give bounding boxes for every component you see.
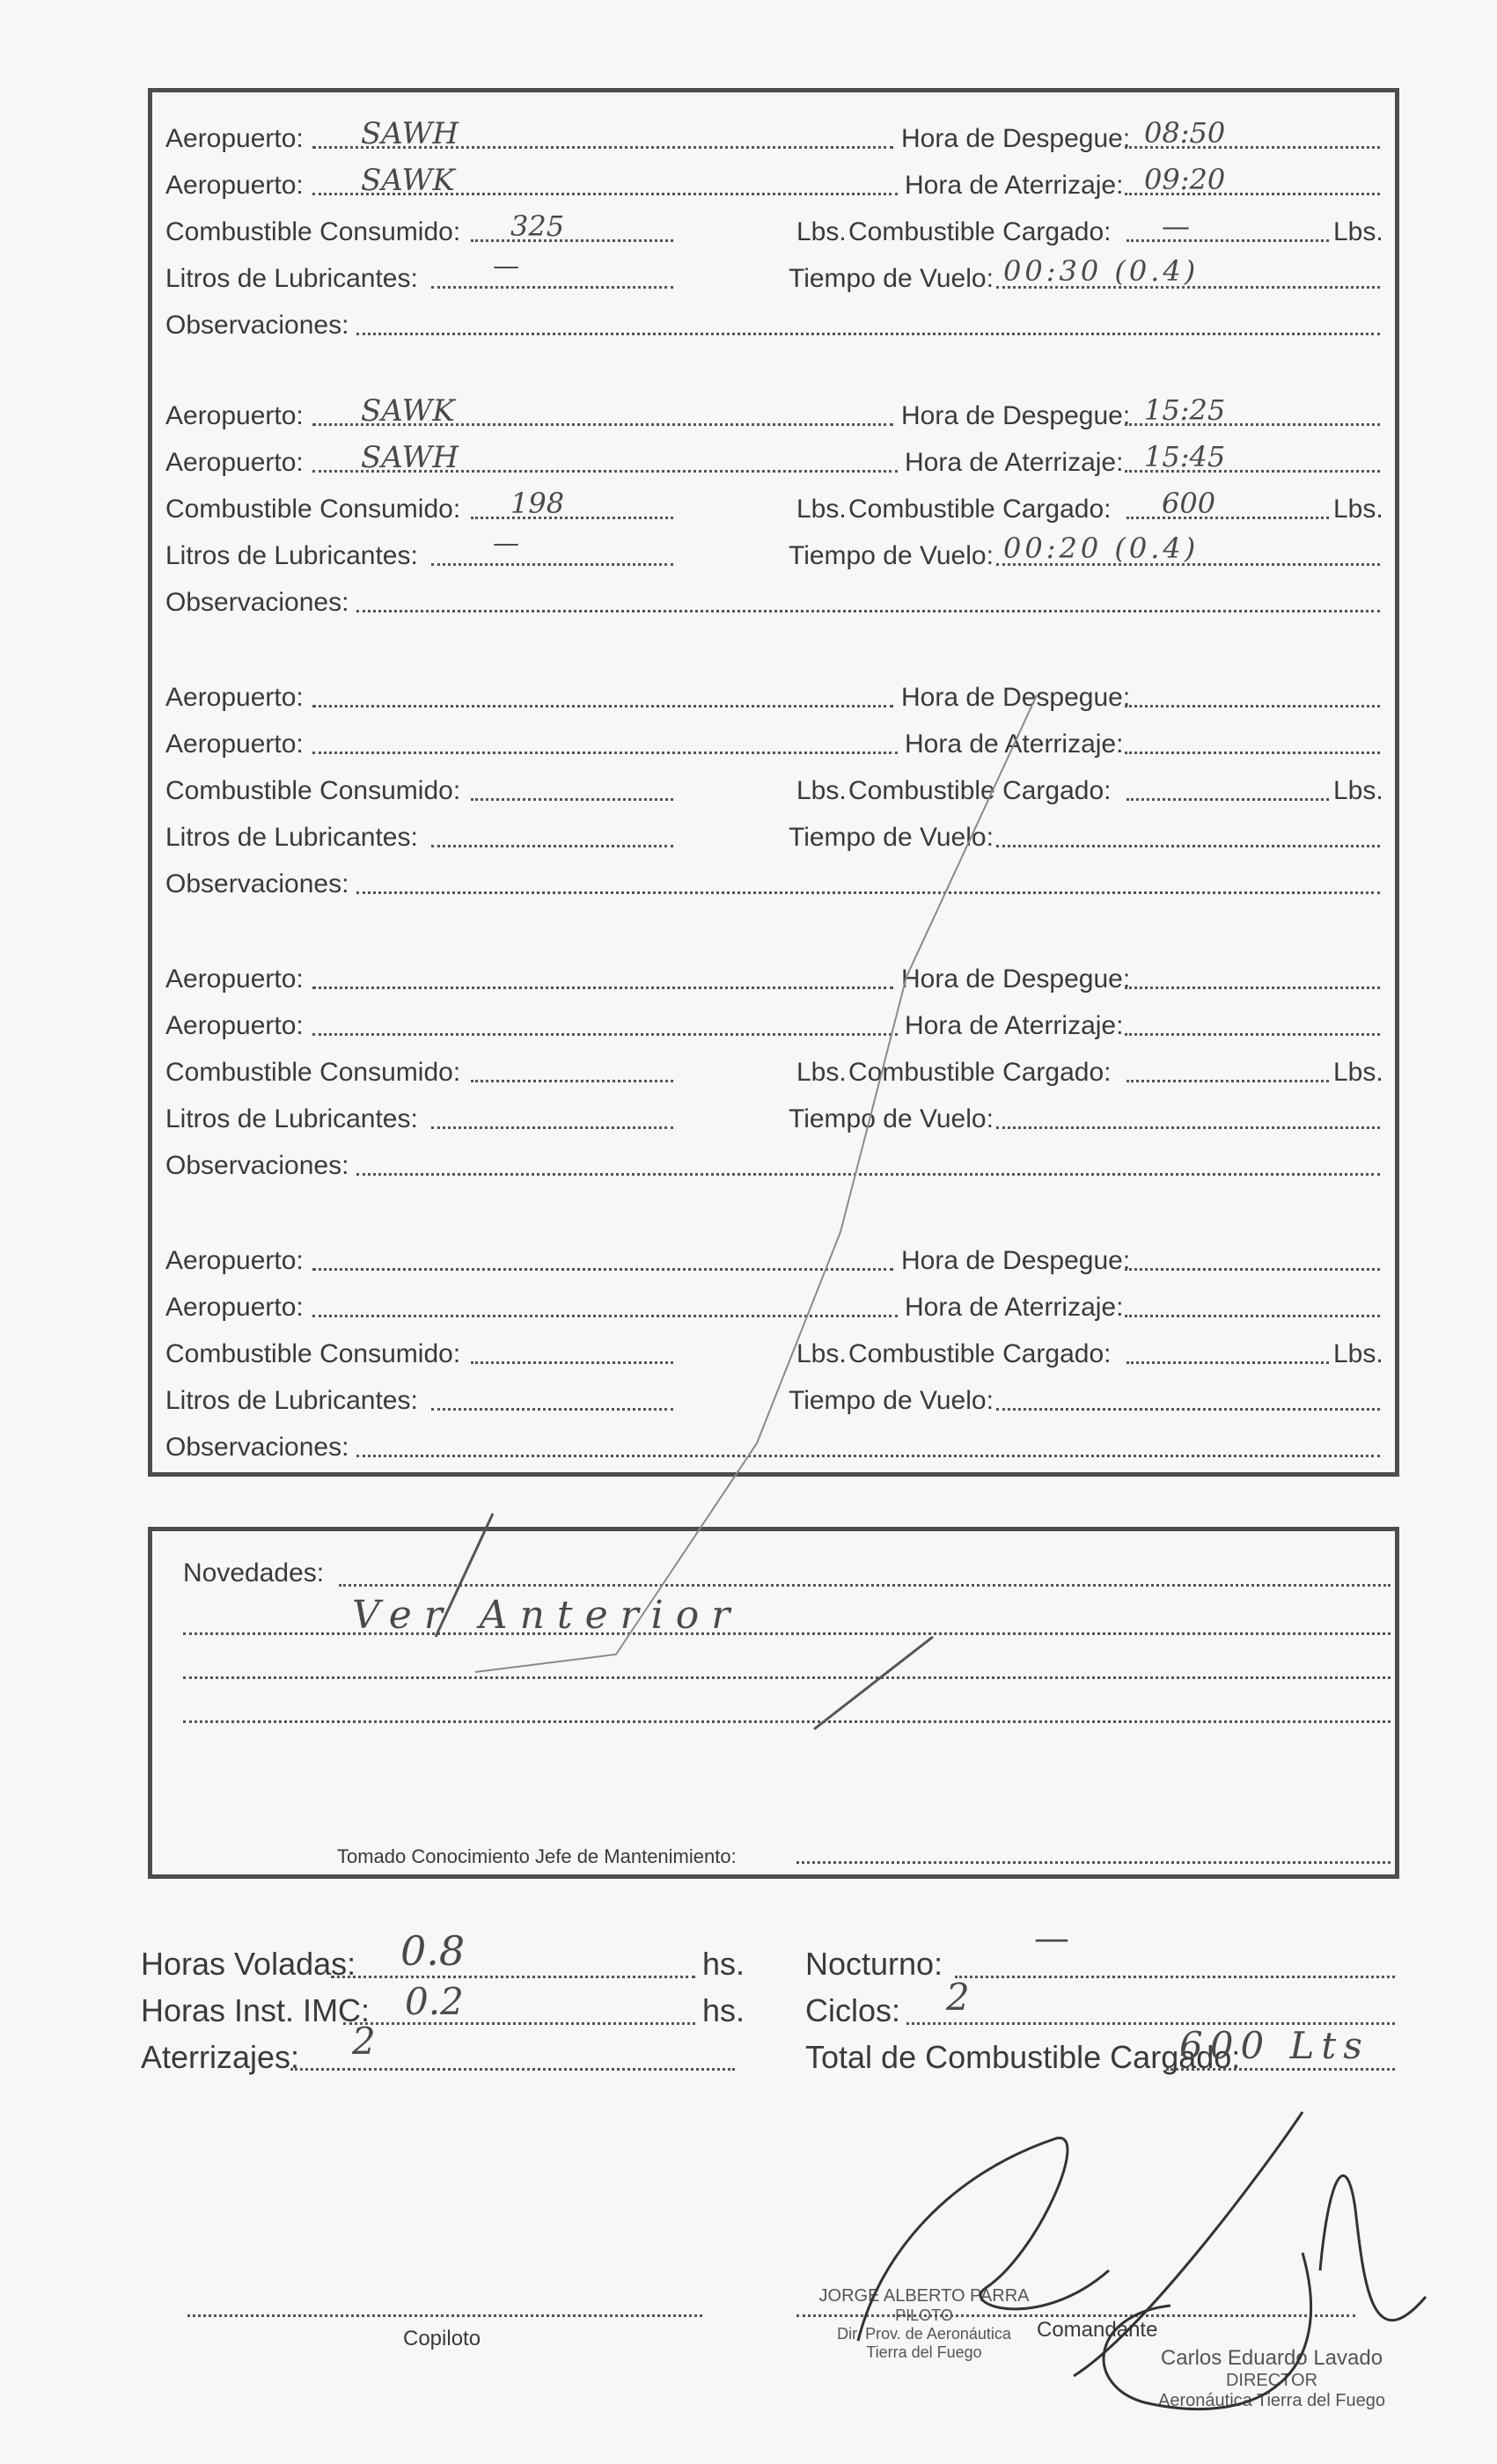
hora-despegue-label: Hora de Despegue: <box>901 1246 1131 1275</box>
hora-aterrizaje-value[interactable]: 15:45 <box>1144 440 1226 473</box>
novedades-line-4 <box>183 1720 1391 1723</box>
tomado-conocimiento-label: Tomado Conocimiento Jefe de Mantenimiento: <box>337 1845 737 1867</box>
aeropuerto-1-label: Aeropuerto: <box>165 683 304 712</box>
litros-lubricantes-label: Litros de Lubricantes: <box>165 1104 418 1133</box>
hora-despegue-label: Hora de Despegue: <box>901 124 1131 153</box>
aterrizajes-label: Aterrizajes: <box>141 2039 300 2075</box>
stamp1-org1: Dir. Prov. de Aeronáutica <box>837 2325 1011 2343</box>
observaciones-line <box>356 891 1380 894</box>
hora-despegue-value[interactable]: 08:50 <box>1144 116 1226 150</box>
hora-aterrizaje-line <box>1125 752 1380 754</box>
copiloto-line <box>187 2314 702 2317</box>
combustible-cargado-label: Combustible Cargado: <box>848 217 1112 246</box>
lbs-end-label: Lbs. <box>1333 1058 1383 1087</box>
aeropuerto-1-line <box>312 986 893 989</box>
lbs-label: Lbs. <box>796 495 847 524</box>
hora-aterrizaje-label: Hora de Aterrizaje: <box>905 448 1124 477</box>
combustible-cargado-label: Combustible Cargado: <box>848 776 1112 805</box>
lbs-label: Lbs. <box>796 1339 847 1368</box>
litros-lubricantes-line <box>431 1126 673 1129</box>
combustible-cargado-value[interactable]: — <box>1162 209 1190 243</box>
lbs-label: Lbs. <box>796 776 847 805</box>
observaciones-label: Observaciones: <box>165 311 349 340</box>
observaciones-label: Observaciones: <box>165 1433 349 1462</box>
ciclos-value[interactable]: 2 <box>946 1976 970 2019</box>
aeropuerto-1-label: Aeropuerto: <box>165 1246 304 1275</box>
horas-inst-label: Horas Inst. IMC: <box>141 1992 371 2028</box>
combustible-consumido-label: Combustible Consumido: <box>165 217 461 246</box>
lbs-end-label: Lbs. <box>1333 217 1383 246</box>
horas-voladas-value[interactable]: 0.8 <box>400 1927 466 1975</box>
hora-despegue-line <box>1125 705 1380 708</box>
lbs-label: Lbs. <box>796 1058 847 1087</box>
litros-lubricantes-label: Litros de Lubricantes: <box>165 823 418 852</box>
litros-lubricantes-line <box>431 286 673 289</box>
stamp2-role: DIRECTOR <box>1225 2371 1318 2390</box>
tomado-conocimiento-line <box>796 1861 1391 1864</box>
combustible-consumido-line <box>471 1361 673 1364</box>
ciclos-label: Ciclos: <box>805 1992 901 2028</box>
stamp2-name: Carlos Eduardo Lavado <box>1160 2346 1383 2370</box>
aeropuerto-1-value[interactable]: SAWK <box>361 393 455 429</box>
tiempo-vuelo-label: Tiempo de Vuelo: <box>789 1104 994 1133</box>
horas-inst-line <box>343 2022 695 2025</box>
hora-despegue-label: Hora de Despegue: <box>901 964 1131 994</box>
hora-despegue-line <box>1125 1268 1380 1271</box>
observaciones-line <box>356 1455 1380 1457</box>
total-combustible-label: Total de Combustible Cargado: <box>805 2039 1241 2075</box>
hora-aterrizaje-label: Hora de Aterrizaje: <box>905 1293 1124 1322</box>
aeropuerto-2-label: Aeropuerto: <box>165 448 304 477</box>
aterrizajes-value[interactable]: 2 <box>352 2020 376 2063</box>
aeropuerto-2-line <box>312 1315 898 1317</box>
litros-lubricantes-label: Litros de Lubricantes: <box>165 1386 418 1415</box>
tiempo-vuelo-label: Tiempo de Vuelo: <box>789 1386 994 1415</box>
combustible-cargado-label: Combustible Cargado: <box>848 1339 1112 1368</box>
tiempo-vuelo-line <box>996 1408 1380 1411</box>
litros-lubricantes-value[interactable]: — <box>493 251 519 282</box>
novedades-line-2 <box>183 1632 1391 1635</box>
lbs-end-label: Lbs. <box>1333 495 1383 524</box>
hora-aterrizaje-line <box>1125 1033 1380 1036</box>
combustible-cargado-label: Combustible Cargado: <box>848 1058 1112 1087</box>
litros-lubricantes-line <box>431 845 673 847</box>
combustible-consumido-line <box>471 239 673 242</box>
observaciones-label: Observaciones: <box>165 588 349 617</box>
tiempo-vuelo-label: Tiempo de Vuelo: <box>789 823 994 852</box>
aeropuerto-2-label: Aeropuerto: <box>165 730 304 759</box>
combustible-consumido-value[interactable]: 198 <box>510 487 565 520</box>
lbs-label: Lbs. <box>796 217 847 246</box>
tiempo-vuelo-value[interactable]: 00:30 (0.4) <box>1003 254 1200 288</box>
litros-lubricantes-line <box>431 563 673 566</box>
litros-lubricantes-label: Litros de Lubricantes: <box>165 541 418 570</box>
hora-aterrizaje-label: Hora de Aterrizaje: <box>905 1011 1124 1040</box>
stamp1-name: JORGE ALBERTO PARRA <box>818 2286 1030 2306</box>
director-stamp <box>1135 2346 1408 2411</box>
copiloto-label: Copiloto <box>403 2327 481 2350</box>
hora-despegue-label: Hora de Despegue: <box>901 401 1131 430</box>
observaciones-line <box>356 1173 1380 1176</box>
combustible-cargado-line <box>1126 1080 1329 1082</box>
combustible-consumido-line <box>471 1080 673 1082</box>
aeropuerto-2-value[interactable]: SAWK <box>361 163 455 198</box>
lbs-end-label: Lbs. <box>1333 776 1383 805</box>
aeropuerto-1-line <box>312 1268 893 1271</box>
combustible-consumido-label: Combustible Consumido: <box>165 1339 461 1368</box>
stamp1-org2: Tierra del Fuego <box>866 2343 982 2361</box>
aeropuerto-1-value[interactable]: SAWH <box>361 116 459 151</box>
aeropuerto-1-label: Aeropuerto: <box>165 401 304 430</box>
hora-aterrizaje-label: Hora de Aterrizaje: <box>905 730 1124 759</box>
hora-aterrizaje-line <box>1125 1315 1380 1317</box>
observaciones-label: Observaciones: <box>165 869 349 898</box>
observaciones-label: Observaciones: <box>165 1151 349 1180</box>
novedades-box <box>148 1527 1399 1879</box>
tiempo-vuelo-label: Tiempo de Vuelo: <box>789 541 994 570</box>
tiempo-vuelo-value[interactable]: 00:20 (0.4) <box>1003 532 1200 565</box>
lbs-end-label: Lbs. <box>1333 1339 1383 1368</box>
horas-voladas-label: Horas Voladas: <box>141 1946 356 1982</box>
litros-lubricantes-value[interactable]: — <box>493 528 519 559</box>
pilot-stamp <box>783 2286 1065 2362</box>
tiempo-vuelo-line <box>996 1126 1380 1129</box>
combustible-cargado-value[interactable]: 600 <box>1162 487 1216 520</box>
hora-despegue-line <box>1125 986 1380 989</box>
hora-aterrizaje-value[interactable]: 09:20 <box>1144 163 1226 196</box>
combustible-consumido-line <box>471 517 673 519</box>
aeropuerto-1-label: Aeropuerto: <box>165 964 304 994</box>
hora-aterrizaje-label: Hora de Aterrizaje: <box>905 171 1124 200</box>
horas-inst-value[interactable]: 0.2 <box>405 1980 464 2023</box>
combustible-cargado-line <box>1126 517 1329 519</box>
nocturno-label: Nocturno: <box>805 1946 943 1982</box>
horas-voladas-line <box>331 1976 695 1978</box>
hs-label-2: hs. <box>702 1992 745 2028</box>
aterrizajes-line <box>290 2068 735 2071</box>
stamp1-role: PILOTO <box>895 2306 953 2324</box>
observaciones-line <box>356 610 1380 612</box>
novedades-line-1 <box>339 1584 1391 1587</box>
nocturno-value[interactable]: — <box>1034 1918 1069 1959</box>
hora-despegue-value[interactable]: 15:25 <box>1144 393 1226 427</box>
aeropuerto-2-label: Aeropuerto: <box>165 1293 304 1322</box>
litros-lubricantes-line <box>431 1408 673 1411</box>
novedades-label: Novedades: <box>183 1558 325 1588</box>
novedades-line-3 <box>183 1676 1391 1679</box>
litros-lubricantes-label: Litros de Lubricantes: <box>165 264 418 293</box>
combustible-cargado-label: Combustible Cargado: <box>848 495 1112 524</box>
aeropuerto-2-label: Aeropuerto: <box>165 171 304 200</box>
total-combustible-value[interactable]: 600 Lts <box>1179 2024 1369 2067</box>
comandante-label: Comandante <box>1037 2318 1158 2342</box>
novedades-value[interactable]: Ver Anterior <box>352 1593 743 1638</box>
hs-label-1: hs. <box>702 1946 745 1982</box>
hora-despegue-label: Hora de Despegue: <box>901 683 1131 712</box>
combustible-consumido-label: Combustible Consumido: <box>165 1058 461 1087</box>
combustible-consumido-value[interactable]: 325 <box>510 209 565 243</box>
combustible-cargado-line <box>1126 798 1329 801</box>
aeropuerto-2-label: Aeropuerto: <box>165 1011 304 1040</box>
tiempo-vuelo-line <box>996 845 1380 847</box>
combustible-consumido-line <box>471 798 673 801</box>
observaciones-line <box>356 333 1380 335</box>
total-combustible-line <box>1166 2068 1395 2071</box>
combustible-consumido-label: Combustible Consumido: <box>165 495 461 524</box>
combustible-consumido-label: Combustible Consumido: <box>165 776 461 805</box>
combustible-cargado-line <box>1126 239 1329 242</box>
stamp2-org: Aeronáutica Tierra del Fuego <box>1158 2391 1385 2410</box>
combustible-cargado-line <box>1126 1361 1329 1364</box>
tiempo-vuelo-label: Tiempo de Vuelo: <box>789 264 994 293</box>
aeropuerto-2-value[interactable]: SAWH <box>361 440 459 475</box>
aeropuerto-2-line <box>312 1033 898 1036</box>
nocturno-line <box>955 1976 1395 1978</box>
aeropuerto-1-line <box>312 705 893 708</box>
aeropuerto-1-label: Aeropuerto: <box>165 124 304 153</box>
aeropuerto-2-line <box>312 752 898 754</box>
